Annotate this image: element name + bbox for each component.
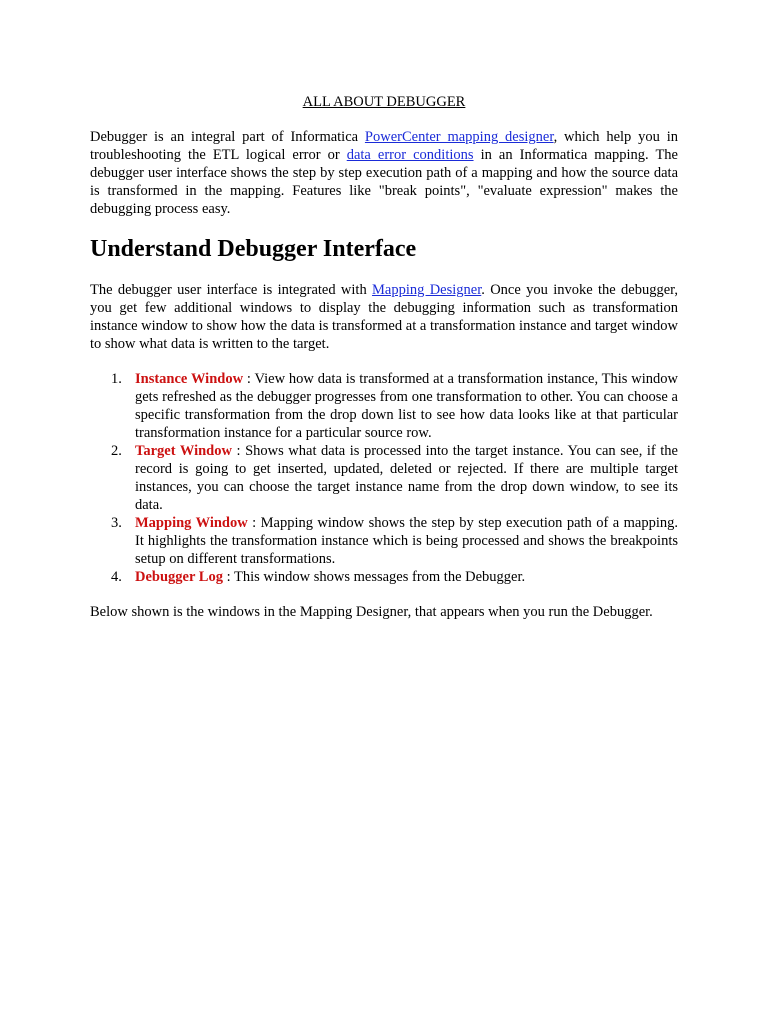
list-item-description: : This window shows messages from the Debugger. [222, 569, 526, 585]
intro-paragraph [90, 128, 678, 218]
list-item-term: Instance Window [135, 371, 244, 387]
list-item [90, 370, 678, 442]
list-item-number: 2. [111, 443, 122, 459]
intro-text-1: Debugger is an integral part of Informatica [90, 129, 365, 145]
intro-text-3: in an Informatica mapping. The debugger user interface shows the step by step execution path of a mapping and how the source data is transformed in the mapping. Features like "break points", "evaluate expression" makes the debugging process easy. [90, 147, 678, 217]
debugger-windows-list [90, 370, 678, 586]
intro-text-2: , which help you in troubleshooting the ETL logical error or [90, 129, 678, 163]
list-item [90, 568, 678, 586]
list-item-number: 3. [111, 515, 122, 531]
list-item-number: 1. [111, 371, 122, 387]
data-error-conditions-link[interactable]: data error conditions [346, 147, 474, 163]
list-item-term: Debugger Log [135, 569, 223, 585]
list-item-number: 4. [111, 569, 122, 585]
list-item-description: : Mapping window shows the step by step execution path of a mapping. It highlights the transformation instance which is being processed and shows the breakpoints setup on different transformations. [135, 515, 678, 567]
interface-text-2: . Once you invoke the debugger, you get few additional windows to display the debugging information such as transformation instance window to show how the data is transformed at a transformation instance and target window to show what data is written to the target. [90, 282, 679, 352]
list-item-term: Mapping Window [135, 515, 248, 531]
interface-text-1: The debugger user interface is integrated with [90, 282, 373, 298]
list-item-description: : Shows what data is processed into the target instance. You can see, if the record is going to get inserted, updated, deleted or rejected. If there are multiple target instances, you can choose the target instance name from the drop down window, to see its data. [135, 443, 678, 513]
mapping-designer-link[interactable]: Mapping Designer [372, 282, 482, 298]
closing-paragraph: Below shown is the windows in the Mapping Designer, that appears when you run the Debugger. [90, 604, 653, 620]
section-heading: Understand Debugger Interface [90, 236, 417, 262]
list-item [90, 442, 678, 514]
list-item [90, 514, 678, 568]
powercenter-mapping-designer-link[interactable]: PowerCenter mapping designer [364, 129, 554, 145]
list-item-term: Target Window [135, 443, 232, 459]
list-item-description: : View how data is transformed at a transformation instance, This window gets refreshed as the debugger progresses from one transformation to other. You can choose a specific transformation from the drop down list to see how data looks like at that particular transformation instance for a particular source row. [135, 371, 679, 441]
interface-paragraph [90, 281, 678, 353]
document-title: ALL ABOUT DEBUGGER [302, 94, 466, 110]
